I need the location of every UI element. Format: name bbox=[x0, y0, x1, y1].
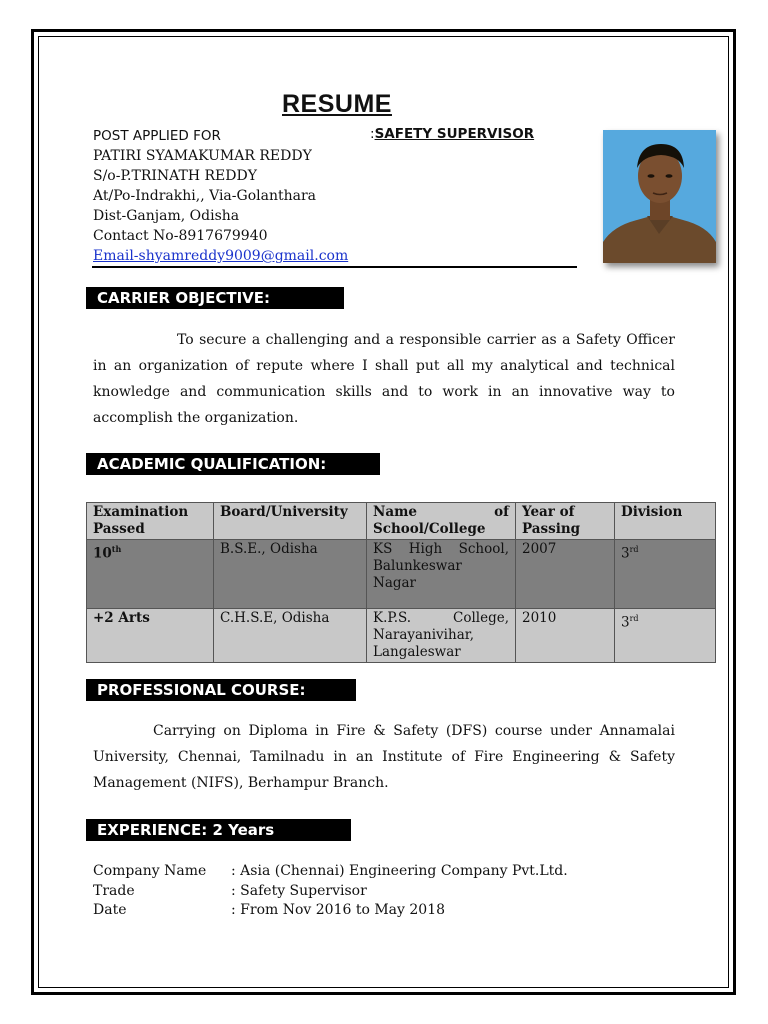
post-value: SAFETY SUPERVISOR bbox=[374, 126, 535, 142]
contact-number: Contact No-8917679940 bbox=[93, 228, 268, 244]
professional-heading: PROFESSIONAL COURSE: bbox=[86, 679, 356, 701]
school-cell: K.P.S. College, Narayanivihar, Langaleswar bbox=[367, 609, 516, 663]
year-cell: 2007 bbox=[516, 540, 615, 609]
address-line-2: Dist-Ganjam, Odisha bbox=[93, 208, 240, 224]
professional-text: Carrying on Diploma in Fire & Safety (DFS) course under Annamalai University, Chennai, Tamilnadu in an Institute of Fire Engineering & Safety Management (NIFS), Berhampur Branch. bbox=[93, 723, 675, 791]
candidate-name: PATIRI SYAMAKUMAR REDDY bbox=[93, 148, 312, 164]
division-superscript: rd bbox=[629, 545, 639, 554]
objective-heading: CARRIER OBJECTIVE: bbox=[86, 287, 344, 309]
column-header: Examination Passed bbox=[87, 503, 214, 540]
profile-photo bbox=[603, 130, 716, 263]
exam-value: 10 bbox=[93, 545, 112, 562]
column-header: Division bbox=[615, 503, 716, 540]
school-cell: KS High School, Balunkeswar Nagar bbox=[367, 540, 516, 609]
objective-text: To secure a challenging and a responsible carrier as a Safety Officer in an organization of repute where I shall put all my analytical and technical knowledge and communication skills and to work in an innovative way to accomplish the organization. bbox=[93, 332, 675, 426]
post-colon: : bbox=[370, 126, 375, 142]
exam-cell bbox=[87, 609, 214, 663]
table-row bbox=[87, 540, 716, 609]
date-value: : From Nov 2016 to May 2018 bbox=[231, 902, 446, 918]
board-cell: B.S.E., Odisha bbox=[214, 540, 367, 609]
email-link[interactable]: Email-shyamreddy9009@gmail.com bbox=[93, 248, 349, 264]
trade-label: Trade bbox=[93, 883, 135, 899]
person-portrait-image bbox=[603, 130, 716, 263]
header-divider bbox=[92, 266, 577, 268]
post-applied-value bbox=[370, 126, 534, 142]
exam-superscript: th bbox=[111, 544, 122, 554]
academic-table bbox=[86, 502, 716, 663]
trade-value: : Safety Supervisor bbox=[231, 883, 367, 899]
table-row bbox=[87, 609, 716, 663]
parent-name: S/o-P.TRINATH REDDY bbox=[93, 168, 257, 184]
division-value: 3 bbox=[621, 614, 630, 631]
date-label: Date bbox=[93, 902, 127, 918]
exam-value: +2 Arts bbox=[93, 610, 150, 626]
company-label: Company Name bbox=[93, 863, 207, 879]
post-applied-label: POST APPLIED FOR bbox=[93, 128, 221, 144]
table-header-row bbox=[87, 503, 716, 540]
experience-heading: EXPERIENCE: 2 Years bbox=[86, 819, 351, 841]
division-value: 3 bbox=[621, 545, 630, 562]
exam-cell bbox=[87, 540, 214, 609]
column-header: Name of School/College bbox=[367, 503, 516, 540]
experience-date-row bbox=[93, 900, 445, 920]
year-cell: 2010 bbox=[516, 609, 615, 663]
division-cell bbox=[615, 609, 716, 663]
address-line-1: At/Po-Indrakhi,, Via-Golanthara bbox=[93, 188, 316, 204]
division-cell bbox=[615, 540, 716, 609]
division-superscript: rd bbox=[629, 614, 639, 623]
experience-company-row bbox=[93, 861, 568, 881]
experience-trade-row bbox=[93, 881, 367, 901]
board-cell: C.H.S.E, Odisha bbox=[214, 609, 367, 663]
resume-title: RESUME bbox=[282, 90, 392, 118]
company-value: : Asia (Chennai) Engineering Company Pvt.Ltd. bbox=[231, 863, 568, 879]
academic-heading: ACADEMIC QUALIFICATION: bbox=[86, 453, 380, 475]
column-header: Year of Passing bbox=[516, 503, 615, 540]
column-header: Board/University bbox=[214, 503, 367, 540]
